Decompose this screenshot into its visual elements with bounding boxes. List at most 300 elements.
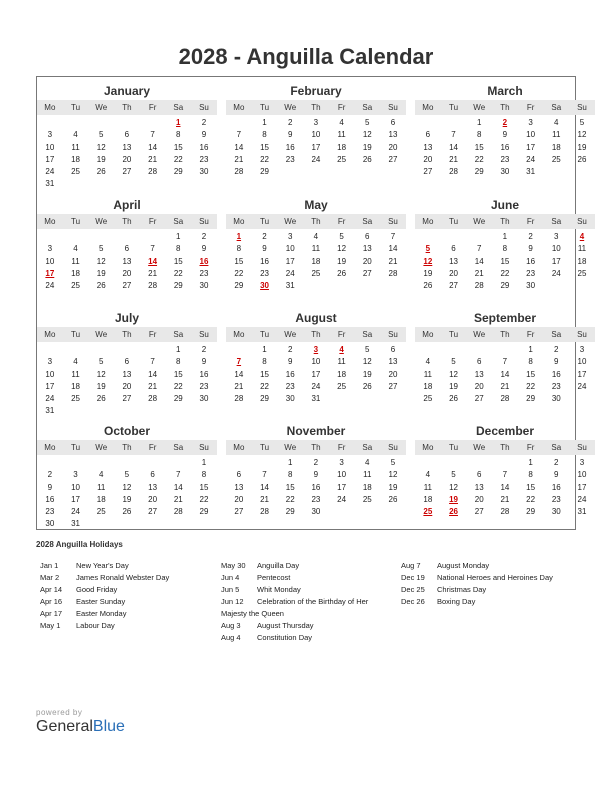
day-cell[interactable]: 8 xyxy=(528,357,533,367)
day-cell[interactable]: 8 xyxy=(262,357,267,367)
day-cell[interactable]: 9 xyxy=(554,470,559,480)
day-cell[interactable]: 18 xyxy=(551,142,561,152)
day-cell[interactable]: 22 xyxy=(173,381,183,391)
day-cell[interactable]: 27 xyxy=(388,381,398,391)
day-cell[interactable]: 31 xyxy=(45,179,55,189)
day-cell[interactable]: 15 xyxy=(526,482,536,492)
day-cell[interactable]: 26 xyxy=(388,494,398,504)
day-cell[interactable]: 28 xyxy=(148,281,158,291)
day-cell[interactable]: 28 xyxy=(474,281,484,291)
day-cell[interactable]: 30 xyxy=(199,167,209,177)
day-cell[interactable]: 27 xyxy=(234,507,244,517)
day-cell[interactable]: 25 xyxy=(71,394,80,404)
day-cell[interactable]: 14 xyxy=(500,482,510,492)
day-cell[interactable]: 1 xyxy=(201,458,207,467)
day-cell[interactable]: 11 xyxy=(71,142,80,152)
day-cell[interactable]: 8 xyxy=(262,130,267,140)
day-cell[interactable]: 12 xyxy=(449,482,458,492)
day-cell[interactable]: 3 xyxy=(47,357,53,367)
day-cell[interactable]: 11 xyxy=(337,130,346,140)
day-cell[interactable]: 6 xyxy=(150,470,155,480)
day-cell[interactable]: 10 xyxy=(285,244,295,254)
day-cell[interactable]: 2 xyxy=(313,458,319,467)
day-cell[interactable]: 30 xyxy=(551,507,561,517)
day-cell[interactable]: 6 xyxy=(476,470,482,480)
day-cell[interactable]: 5 xyxy=(98,130,104,140)
day-cell[interactable]: 4 xyxy=(425,357,431,367)
day-cell[interactable]: 15 xyxy=(234,256,244,266)
day-cell[interactable]: 13 xyxy=(362,244,372,254)
day-cell[interactable]: 15 xyxy=(260,142,269,152)
day-cell[interactable]: 13 xyxy=(148,482,158,492)
day-cell[interactable]: 1 xyxy=(262,345,267,354)
day-cell[interactable]: 23 xyxy=(199,154,209,164)
day-cell[interactable]: 1 xyxy=(176,232,181,241)
day-cell[interactable]: 31 xyxy=(577,507,587,517)
day-cell[interactable]: 30 xyxy=(311,507,321,517)
holiday-day-cell[interactable]: 16 xyxy=(199,256,209,266)
day-cell[interactable]: 30 xyxy=(199,394,209,404)
day-cell[interactable]: 29 xyxy=(500,281,510,291)
day-cell[interactable]: 3 xyxy=(287,232,293,241)
holiday-day-cell[interactable]: 7 xyxy=(236,357,242,367)
day-cell[interactable]: 20 xyxy=(474,381,484,391)
day-cell[interactable]: 10 xyxy=(71,482,80,492)
day-cell[interactable]: 3 xyxy=(47,130,53,140)
day-cell[interactable]: 25 xyxy=(577,268,587,278)
day-cell[interactable]: 24 xyxy=(526,154,536,164)
day-cell[interactable]: 23 xyxy=(500,154,510,164)
day-cell[interactable]: 2 xyxy=(201,232,207,241)
day-cell[interactable]: 3 xyxy=(528,118,533,127)
day-cell[interactable]: 11 xyxy=(423,482,432,492)
day-cell[interactable]: 29 xyxy=(173,167,183,177)
holiday-day-cell[interactable]: 1 xyxy=(236,232,242,241)
holiday-day-cell[interactable]: 14 xyxy=(148,256,158,266)
day-cell[interactable]: 18 xyxy=(71,268,80,278)
day-cell[interactable]: 5 xyxy=(451,470,456,480)
day-cell[interactable]: 19 xyxy=(362,142,372,152)
day-cell[interactable]: 9 xyxy=(502,130,508,140)
day-cell[interactable]: 1 xyxy=(528,345,533,354)
day-cell[interactable]: 16 xyxy=(45,494,55,504)
day-cell[interactable]: 13 xyxy=(388,357,398,367)
day-cell[interactable]: 7 xyxy=(262,470,267,480)
day-cell[interactable]: 18 xyxy=(577,256,587,266)
day-cell[interactable]: 22 xyxy=(474,154,484,164)
day-cell[interactable]: 7 xyxy=(150,357,155,367)
day-cell[interactable]: 2 xyxy=(201,345,207,354)
day-cell[interactable]: 13 xyxy=(234,482,244,492)
day-cell[interactable]: 18 xyxy=(423,381,433,391)
day-cell[interactable]: 9 xyxy=(554,357,559,367)
day-cell[interactable]: 11 xyxy=(71,369,80,379)
day-cell[interactable]: 4 xyxy=(365,458,370,467)
day-cell[interactable]: 25 xyxy=(337,154,347,164)
day-cell[interactable]: 13 xyxy=(449,256,458,266)
day-cell[interactable]: 8 xyxy=(176,357,181,367)
holiday-day-cell[interactable]: 4 xyxy=(339,345,344,354)
day-cell[interactable]: 1 xyxy=(262,118,267,127)
day-cell[interactable]: 9 xyxy=(47,482,53,492)
day-cell[interactable]: 17 xyxy=(551,256,561,266)
day-cell[interactable]: 21 xyxy=(500,381,510,391)
day-cell[interactable]: 19 xyxy=(362,369,372,379)
day-cell[interactable]: 15 xyxy=(173,256,183,266)
day-cell[interactable]: 27 xyxy=(388,154,398,164)
day-cell[interactable]: 16 xyxy=(311,482,321,492)
day-cell[interactable]: 11 xyxy=(97,482,106,492)
day-cell[interactable]: 30 xyxy=(551,394,561,404)
day-cell[interactable]: 10 xyxy=(311,357,321,367)
day-cell[interactable]: 2 xyxy=(47,470,53,480)
day-cell[interactable]: 31 xyxy=(285,281,295,291)
day-cell[interactable]: 16 xyxy=(526,256,536,266)
day-cell[interactable]: 12 xyxy=(96,142,106,152)
holiday-day-cell[interactable]: 19 xyxy=(449,494,458,504)
day-cell[interactable]: 29 xyxy=(526,507,536,517)
day-cell[interactable]: 25 xyxy=(362,494,372,504)
day-cell[interactable]: 16 xyxy=(199,142,209,152)
day-cell[interactable]: 24 xyxy=(577,494,587,504)
day-cell[interactable]: 18 xyxy=(71,381,80,391)
day-cell[interactable]: 27 xyxy=(474,394,484,404)
day-cell[interactable]: 25 xyxy=(551,154,561,164)
day-cell[interactable]: 4 xyxy=(73,130,78,140)
day-cell[interactable]: 2 xyxy=(554,345,559,354)
day-cell[interactable]: 24 xyxy=(311,381,321,391)
day-cell[interactable]: 2 xyxy=(528,232,533,241)
day-cell[interactable]: 2 xyxy=(287,118,293,127)
day-cell[interactable]: 3 xyxy=(73,470,78,480)
day-cell[interactable]: 25 xyxy=(71,281,80,291)
day-cell[interactable]: 2 xyxy=(262,232,267,241)
day-cell[interactable]: 20 xyxy=(449,268,458,278)
holiday-day-cell[interactable]: 4 xyxy=(579,232,585,241)
day-cell[interactable]: 5 xyxy=(579,118,585,127)
day-cell[interactable]: 1 xyxy=(287,458,293,467)
day-cell[interactable]: 10 xyxy=(551,244,561,254)
day-cell[interactable]: 29 xyxy=(173,394,183,404)
day-cell[interactable]: 10 xyxy=(45,369,55,379)
day-cell[interactable]: 11 xyxy=(577,244,587,254)
day-cell[interactable]: 9 xyxy=(201,130,207,140)
day-cell[interactable]: 20 xyxy=(122,268,132,278)
day-cell[interactable]: 7 xyxy=(451,130,456,140)
day-cell[interactable]: 27 xyxy=(474,507,484,517)
day-cell[interactable]: 19 xyxy=(449,381,458,391)
day-cell[interactable]: 26 xyxy=(122,507,132,517)
day-cell[interactable]: 15 xyxy=(173,369,183,379)
day-cell[interactable]: 26 xyxy=(577,154,587,164)
day-cell[interactable]: 27 xyxy=(122,394,132,404)
day-cell[interactable]: 17 xyxy=(337,482,347,492)
day-cell[interactable]: 1 xyxy=(528,458,533,467)
day-cell[interactable]: 21 xyxy=(148,268,158,278)
day-cell[interactable]: 7 xyxy=(502,357,508,367)
day-cell[interactable]: 15 xyxy=(285,482,295,492)
holiday-day-cell[interactable]: 2 xyxy=(502,118,508,127)
day-cell[interactable]: 14 xyxy=(388,244,398,254)
day-cell[interactable]: 11 xyxy=(423,369,432,379)
day-cell[interactable]: 17 xyxy=(45,154,55,164)
day-cell[interactable]: 11 xyxy=(311,244,321,254)
day-cell[interactable]: 22 xyxy=(199,494,209,504)
day-cell[interactable]: 3 xyxy=(313,118,319,127)
day-cell[interactable]: 28 xyxy=(234,394,244,404)
holiday-day-cell[interactable]: 12 xyxy=(423,256,433,266)
day-cell[interactable]: 6 xyxy=(451,244,456,254)
day-cell[interactable]: 13 xyxy=(474,369,484,379)
day-cell[interactable]: 6 xyxy=(476,357,482,367)
day-cell[interactable]: 22 xyxy=(173,154,183,164)
day-cell[interactable]: 31 xyxy=(526,167,536,177)
holiday-day-cell[interactable]: 3 xyxy=(313,345,319,354)
day-cell[interactable]: 24 xyxy=(577,381,587,391)
day-cell[interactable]: 25 xyxy=(311,268,321,278)
day-cell[interactable]: 14 xyxy=(148,142,158,152)
day-cell[interactable]: 29 xyxy=(526,394,536,404)
day-cell[interactable]: 4 xyxy=(313,232,319,241)
day-cell[interactable]: 20 xyxy=(388,142,398,152)
day-cell[interactable]: 25 xyxy=(71,167,80,177)
day-cell[interactable]: 18 xyxy=(362,482,372,492)
day-cell[interactable]: 3 xyxy=(554,232,559,241)
day-cell[interactable]: 10 xyxy=(45,256,55,266)
day-cell[interactable]: 16 xyxy=(551,369,561,379)
day-cell[interactable]: 31 xyxy=(45,406,55,416)
day-cell[interactable]: 12 xyxy=(337,244,347,254)
day-cell[interactable]: 6 xyxy=(236,470,242,480)
day-cell[interactable]: 6 xyxy=(365,232,370,241)
day-cell[interactable]: 9 xyxy=(287,357,293,367)
day-cell[interactable]: 4 xyxy=(554,118,559,127)
day-cell[interactable]: 20 xyxy=(362,256,372,266)
day-cell[interactable]: 21 xyxy=(234,381,244,391)
day-cell[interactable]: 18 xyxy=(96,494,106,504)
holiday-day-cell[interactable]: 26 xyxy=(449,507,458,517)
day-cell[interactable]: 7 xyxy=(176,470,181,480)
generalblue-logo[interactable] xyxy=(36,718,125,736)
day-cell[interactable]: 12 xyxy=(96,369,106,379)
day-cell[interactable]: 11 xyxy=(71,256,80,266)
holiday-day-cell[interactable]: 17 xyxy=(45,268,55,278)
day-cell[interactable]: 10 xyxy=(577,470,587,480)
day-cell[interactable]: 27 xyxy=(362,268,372,278)
day-cell[interactable]: 29 xyxy=(285,507,295,517)
day-cell[interactable]: 6 xyxy=(124,357,130,367)
day-cell[interactable]: 6 xyxy=(425,130,431,140)
day-cell[interactable]: 29 xyxy=(260,394,269,404)
day-cell[interactable]: 21 xyxy=(449,154,458,164)
day-cell[interactable]: 4 xyxy=(73,357,78,367)
day-cell[interactable]: 22 xyxy=(260,381,269,391)
day-cell[interactable]: 12 xyxy=(362,130,372,140)
day-cell[interactable]: 1 xyxy=(476,118,482,127)
day-cell[interactable]: 30 xyxy=(45,519,55,529)
day-cell[interactable]: 20 xyxy=(122,154,132,164)
day-cell[interactable]: 5 xyxy=(365,118,370,127)
day-cell[interactable]: 12 xyxy=(96,256,106,266)
day-cell[interactable]: 7 xyxy=(150,244,155,254)
day-cell[interactable]: 28 xyxy=(234,167,244,177)
day-cell[interactable]: 23 xyxy=(551,381,561,391)
day-cell[interactable]: 28 xyxy=(148,394,158,404)
day-cell[interactable]: 17 xyxy=(285,256,295,266)
day-cell[interactable]: 9 xyxy=(528,244,533,254)
day-cell[interactable]: 26 xyxy=(449,394,458,404)
day-cell[interactable]: 1 xyxy=(176,345,181,354)
day-cell[interactable]: 18 xyxy=(311,256,321,266)
day-cell[interactable]: 13 xyxy=(122,369,132,379)
day-cell[interactable]: 26 xyxy=(337,268,347,278)
day-cell[interactable]: 18 xyxy=(423,494,433,504)
holiday-day-cell[interactable]: 25 xyxy=(423,507,433,517)
day-cell[interactable]: 12 xyxy=(362,357,372,367)
day-cell[interactable]: 15 xyxy=(500,256,510,266)
day-cell[interactable]: 10 xyxy=(45,142,55,152)
day-cell[interactable]: 23 xyxy=(45,507,55,517)
day-cell[interactable]: 16 xyxy=(285,142,295,152)
day-cell[interactable]: 3 xyxy=(579,458,585,467)
day-cell[interactable]: 28 xyxy=(388,268,398,278)
day-cell[interactable]: 8 xyxy=(476,130,482,140)
day-cell[interactable]: 22 xyxy=(285,494,295,504)
day-cell[interactable]: 9 xyxy=(287,130,293,140)
day-cell[interactable]: 6 xyxy=(390,118,396,127)
day-cell[interactable]: 27 xyxy=(423,167,433,177)
day-cell[interactable]: 5 xyxy=(339,232,344,241)
day-cell[interactable]: 9 xyxy=(262,244,267,254)
day-cell[interactable]: 5 xyxy=(98,244,104,254)
day-cell[interactable]: 27 xyxy=(122,167,132,177)
day-cell[interactable]: 29 xyxy=(199,507,209,517)
day-cell[interactable]: 24 xyxy=(45,394,55,404)
day-cell[interactable]: 19 xyxy=(122,494,132,504)
day-cell[interactable]: 28 xyxy=(173,507,183,517)
day-cell[interactable]: 29 xyxy=(474,167,484,177)
day-cell[interactable]: 12 xyxy=(449,369,458,379)
day-cell[interactable]: 11 xyxy=(337,357,346,367)
day-cell[interactable]: 24 xyxy=(45,167,55,177)
day-cell[interactable]: 12 xyxy=(388,470,398,480)
day-cell[interactable]: 8 xyxy=(201,470,207,480)
day-cell[interactable]: 6 xyxy=(124,130,130,140)
day-cell[interactable]: 4 xyxy=(425,470,431,480)
day-cell[interactable]: 24 xyxy=(337,494,347,504)
day-cell[interactable]: 10 xyxy=(577,357,587,367)
day-cell[interactable]: 5 xyxy=(98,357,104,367)
day-cell[interactable]: 21 xyxy=(148,381,158,391)
day-cell[interactable]: 20 xyxy=(122,381,132,391)
day-cell[interactable]: 14 xyxy=(260,482,269,492)
day-cell[interactable]: 14 xyxy=(449,142,458,152)
day-cell[interactable]: 7 xyxy=(150,130,155,140)
day-cell[interactable]: 30 xyxy=(500,167,510,177)
day-cell[interactable]: 11 xyxy=(552,130,561,140)
day-cell[interactable]: 29 xyxy=(173,281,183,291)
day-cell[interactable]: 7 xyxy=(476,244,482,254)
day-cell[interactable]: 25 xyxy=(337,381,347,391)
day-cell[interactable]: 14 xyxy=(234,142,244,152)
holiday-day-cell[interactable]: 30 xyxy=(260,281,269,291)
day-cell[interactable]: 27 xyxy=(449,281,458,291)
day-cell[interactable]: 24 xyxy=(311,154,321,164)
day-cell[interactable]: 29 xyxy=(234,281,244,291)
day-cell[interactable]: 14 xyxy=(173,482,183,492)
day-cell[interactable]: 16 xyxy=(285,369,295,379)
day-cell[interactable]: 17 xyxy=(577,482,587,492)
day-cell[interactable]: 17 xyxy=(45,381,55,391)
day-cell[interactable]: 23 xyxy=(551,494,561,504)
day-cell[interactable]: 3 xyxy=(339,458,344,467)
day-cell[interactable]: 25 xyxy=(96,507,106,517)
day-cell[interactable]: 26 xyxy=(96,281,106,291)
day-cell[interactable]: 26 xyxy=(362,154,372,164)
day-cell[interactable]: 22 xyxy=(500,268,510,278)
day-cell[interactable]: 20 xyxy=(388,369,398,379)
day-cell[interactable]: 21 xyxy=(148,154,158,164)
day-cell[interactable]: 9 xyxy=(313,470,319,480)
day-cell[interactable]: 20 xyxy=(148,494,158,504)
day-cell[interactable]: 30 xyxy=(199,281,209,291)
day-cell[interactable]: 30 xyxy=(526,281,536,291)
day-cell[interactable]: 2 xyxy=(201,118,207,127)
day-cell[interactable]: 5 xyxy=(124,470,130,480)
day-cell[interactable]: 15 xyxy=(173,142,183,152)
day-cell[interactable]: 10 xyxy=(526,130,536,140)
holiday-day-cell[interactable]: 1 xyxy=(176,118,181,127)
day-cell[interactable]: 17 xyxy=(526,142,536,152)
day-cell[interactable]: 21 xyxy=(388,256,398,266)
day-cell[interactable]: 23 xyxy=(199,268,209,278)
day-cell[interactable]: 18 xyxy=(337,142,347,152)
day-cell[interactable]: 21 xyxy=(500,494,510,504)
day-cell[interactable]: 2 xyxy=(287,345,293,354)
day-cell[interactable]: 14 xyxy=(148,369,158,379)
day-cell[interactable]: 6 xyxy=(124,244,130,254)
day-cell[interactable]: 22 xyxy=(260,154,269,164)
day-cell[interactable]: 28 xyxy=(449,167,458,177)
day-cell[interactable]: 4 xyxy=(73,244,78,254)
day-cell[interactable]: 21 xyxy=(260,494,269,504)
day-cell[interactable]: 19 xyxy=(337,256,347,266)
day-cell[interactable]: 4 xyxy=(339,118,344,127)
day-cell[interactable]: 26 xyxy=(96,167,106,177)
day-cell[interactable]: 14 xyxy=(234,369,244,379)
day-cell[interactable]: 11 xyxy=(363,470,372,480)
day-cell[interactable]: 13 xyxy=(423,142,433,152)
day-cell[interactable]: 3 xyxy=(579,345,585,354)
day-cell[interactable]: 22 xyxy=(173,268,183,278)
day-cell[interactable]: 19 xyxy=(96,268,106,278)
day-cell[interactable]: 13 xyxy=(388,130,398,140)
day-cell[interactable]: 21 xyxy=(474,268,484,278)
day-cell[interactable]: 21 xyxy=(173,494,183,504)
day-cell[interactable]: 28 xyxy=(260,507,269,517)
day-cell[interactable]: 10 xyxy=(311,130,321,140)
day-cell[interactable]: 16 xyxy=(199,369,209,379)
day-cell[interactable]: 26 xyxy=(362,381,372,391)
day-cell[interactable]: 30 xyxy=(285,394,295,404)
day-cell[interactable]: 8 xyxy=(502,244,508,254)
day-cell[interactable]: 24 xyxy=(45,281,55,291)
day-cell[interactable]: 8 xyxy=(287,470,293,480)
day-cell[interactable]: 8 xyxy=(176,244,181,254)
day-cell[interactable]: 26 xyxy=(96,394,106,404)
day-cell[interactable]: 31 xyxy=(71,519,80,529)
day-cell[interactable]: 23 xyxy=(199,381,209,391)
